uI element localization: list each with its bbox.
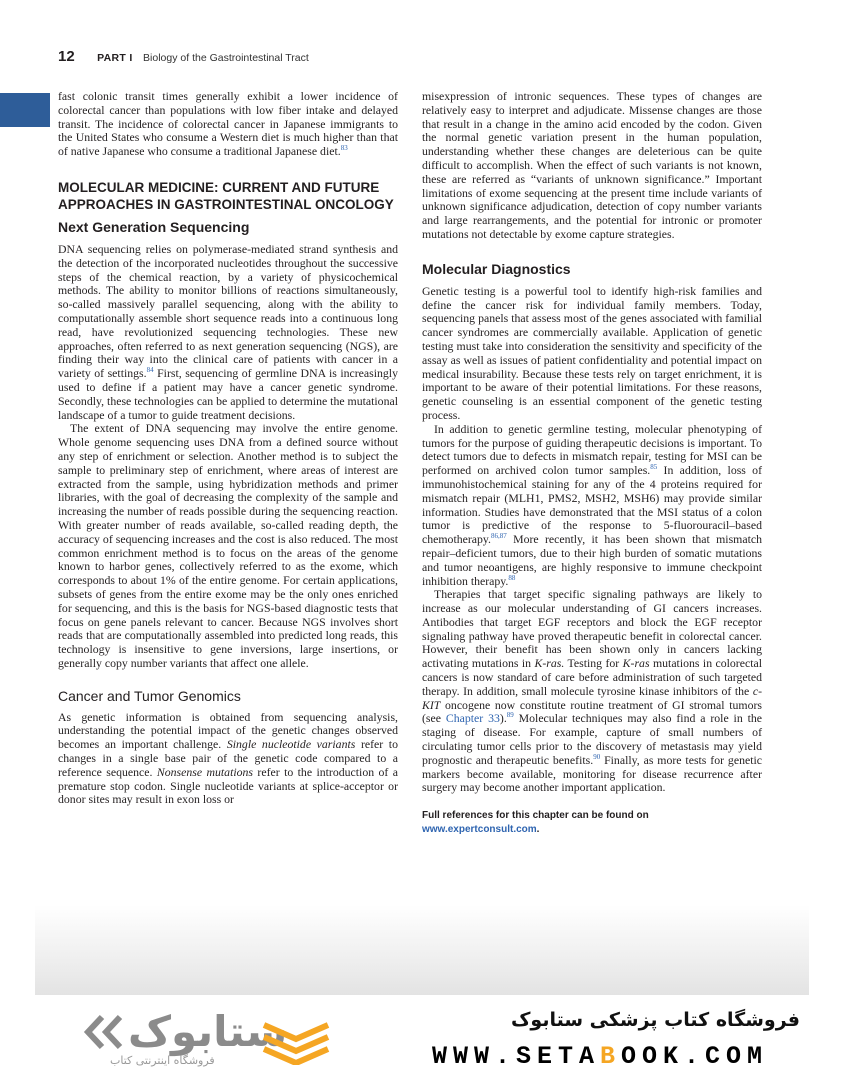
left-column (58, 90, 398, 807)
ctg-text-a: As genetic information is obtained from sequencing analysis, understanding the potential impact of the genetic changes observed becomes an important challenge. (58, 709, 398, 752)
citation-88[interactable]: 88 (508, 573, 516, 582)
term-kras-2: K-ras (622, 656, 650, 671)
chapter-33-link[interactable]: Chapter 33 (445, 711, 500, 726)
shop-url-part-2: OOK.COM (621, 1042, 769, 1071)
ngs-paragraph-2: The extent of DNA sequencing may involve the entire genome. Whole genome sequencing uses DNA from a defined source without any step of enrichment or selection. Another method is to subject the sample to preliminary step of enrichment, where areas of interest are extracted from the sample, using hybridization methods and primer libraries, with the goal of decreasing the complexity of the sample and increasing the number of reads possible during the sequencing reaction. With greater number of reads available, so-called reading depth, the accuracy of sequencing increases and the cost is also reduced. The most common enrichment method is to focus on the areas of the genome known to harbor genes, collectively referred to as the exome, which corresponds to about 1% of the entire genome. For certain applications, subsets of genes from the entire exome may be the only ones enriched for sequencing, and this is the basis for NGS-based diagnostic tests that focus on gene panels relevant to cancer. Because NGS involves short reads that are computationally assembled into predicted long reads, this technology is insensitive to gene inversions, large insertions, or generally copy number variants that affect one allele. (58, 421, 398, 670)
logo-wordmark: ستابوک (128, 1008, 288, 1055)
citation-84[interactable]: 84 (146, 366, 154, 375)
running-header (58, 48, 309, 66)
references-note (422, 809, 762, 837)
citation-85[interactable]: 85 (650, 463, 658, 472)
ctg-term-nonsense: Nonsense mutations (156, 764, 254, 779)
md-p3-text-d: oncogene now constitute routine treatment of GI stromal tumors (see (422, 697, 762, 726)
expertconsult-link[interactable]: www.expertconsult.com (422, 824, 537, 836)
section-heading: MOLECULAR MEDICINE: CURRENT AND FUTURE APPROACHES IN GASTROINTESTINAL ONCOLOGY (58, 179, 394, 212)
intro-paragraph (58, 90, 398, 159)
ngs-paragraph-1 (58, 243, 398, 422)
part-label: PART I (97, 52, 133, 64)
md-p3-text-f: Molecular techniques may also find a role in the staging of disease. For example, capture of small numbers of circulating tumor cells prior to the discovery of metastasis may yield prognostic and therapeutic benefits. (422, 711, 762, 767)
double-chevron-left-icon (80, 1013, 126, 1051)
citation-83[interactable]: 83 (340, 144, 348, 153)
md-paragraph-3 (422, 588, 762, 795)
md-p3-text-a: Therapies that target specific signaling pathways are likely to increase as our molecular understanding of GI cancers increases. Antibodies that target EGF receptors and block the EGF receptor signaling pathway have proved therapeutic benefit in colorectal cancer. However, their benefit has been shown only in cancers lacking activating mutations in (422, 587, 762, 671)
shop-url-accent: B (600, 1042, 622, 1071)
chapter-side-tab (0, 93, 50, 127)
md-p3-text-b: Testing for (567, 656, 620, 671)
intro-text: fast colonic transit times generally exhibit a lower incidence of colorectal cancer than populations with low fiber intake and delayed transit. The incidence of colorectal cancer in Japanese immigrants to the United States who consume a Western diet is much higher than that of native Japanese who consume a traditional Japanese diet. (58, 89, 398, 159)
ngs-heading: Next Generation Sequencing (58, 218, 250, 235)
shop-url-part-1: WWW.SETA (432, 1042, 601, 1071)
right-column (422, 90, 762, 837)
references-note-text: Full references for this chapter can be found on (422, 810, 649, 822)
shop-name: فروشگاه کتاب پزشکی ستابوک (510, 1009, 800, 1031)
citation-89[interactable]: 89 (506, 711, 514, 720)
md-paragraph-1: Genetic testing is a powerful tool to identify high-risk families and define the cancer risk for individual family members. Today, sequencing panels that assess most of the genes associated with familial cancer syndromes are commercially available. Application of genetic testing must take into consideration the sensitivity and specificity of the assay as well as issues of patient confidentiality and potential impact on medical insurability. Because these tests rely on target enrichment, it is important to be aware of their potential limitations. For these reasons, genetic counseling is an essential component of the genetic testing process. (422, 283, 762, 422)
citation-86-87[interactable]: 86,87 (491, 532, 507, 541)
md-p3-text-g: Finally, as more tests for genetic markers become available, monitoring for disease recurrence after surgery may become another important application. (422, 752, 762, 795)
watermark-banner (0, 995, 844, 1080)
term-kras: K-ras. (534, 656, 565, 671)
md-p2-text-b: In addition, loss of immunohistochemical staining for any of the 4 proteins required for mismatch repair (MLH1, PMS2, MSH2, MSH6) may provide similar information. Studies have demonstrated that the MSI status of a colon tumor is predictive of the response to 5-fluorouracil–based chemotherapy. (422, 463, 762, 547)
ngs-p1-text: DNA sequencing relies on polymerase-mediated strand synthesis and the detection of the incorporated nucleotides throughout the successive steps of the chemical reaction, by a variety of physicochemical methods. The ability to monitor billions of reactions simultaneously, so-called massively parallel sequencing, along with the ability to computationally assemble short sequence reads into a continuous long read, have revolutionized sequencing technologies. These new approaches, often referred to as next generation sequencing (NGS), are finding their way into the clinical care of patients with cancer in a variety of settings. (58, 241, 398, 381)
ctg-text-c: refer to the introduction of a premature stop codon. Single nucleotide variants at splice-acceptor or donor sites may result in exon loss or (58, 764, 398, 807)
md-p3-text-e: ). (499, 711, 507, 726)
ctg-heading: Cancer and Tumor Genomics (58, 687, 241, 704)
book-title: Biology of the Gastrointestinal Tract (143, 52, 309, 64)
shop-url[interactable] (432, 1042, 768, 1071)
book-stack-icon (260, 1017, 332, 1065)
logo-tagline: فروشگاه اینترنتی کتاب (110, 1054, 215, 1067)
continuation-paragraph: misexpression of intronic sequences. These types of changes are relatively easy to interpret and adjudicate. Missense changes are those that result in a change in the amino acid encoded by the codon. Given the normal genetic variation present in the human population, understanding whether these changes are deleterious can be quite difficult to accomplish. When the effect of such variants is not known, these are referred as “variants of unknown significance.” Important limitations of exome sequencing at the present time include variants of unknown significance adjudication, detection of copy number variants and large rearrangements, and the potential for intronic or promoter mutations not detectable by exome capture strategies. (422, 89, 762, 241)
citation-90[interactable]: 90 (593, 752, 601, 761)
md-heading: Molecular Diagnostics (422, 260, 571, 277)
md-p2-text-a: In addition to genetic germline testing, molecular phenotyping of tumors for the purpose of guiding therapeutic decisions is important. To detect tumors due to defects in mismatch repair, testing for MSI can be performed on archived colon tumor samples. (422, 421, 762, 478)
references-note-end: . (536, 824, 540, 836)
page-bottom-shadow (35, 905, 809, 995)
ctg-term-snv: Single nucleotide variants (226, 737, 356, 752)
ctg-paragraph-1 (58, 711, 398, 808)
ctg-text-b: refer to changes in a single base pair of the genetic code compared to a reference sequence. (58, 737, 398, 779)
page-number: 12 (58, 48, 75, 65)
md-p3-text-c: mutations in colorectal cancers is now standard of care before administration of such targeted therapy. In addition, small molecule tyrosine kinase inhibitors of the (422, 656, 763, 698)
md-paragraph-2 (422, 423, 762, 589)
ngs-p1-text-b: First, sequencing of germline DNA is increasingly used to define if a patient may have a cancer genetic syndrome. Secondly, these technologies can be applied to determine the mutational landscape of a tumor to guide treatment decisions. (58, 366, 398, 422)
term-ckit: c-KIT (422, 683, 762, 712)
md-p2-text-c: More recently, it has been shown that mismatch repair–deficient tumors, due to their high burden of somatic mutations and tumor neoantigens, are highly responsive to immune checkpoint inhibition therapy. (422, 532, 762, 588)
